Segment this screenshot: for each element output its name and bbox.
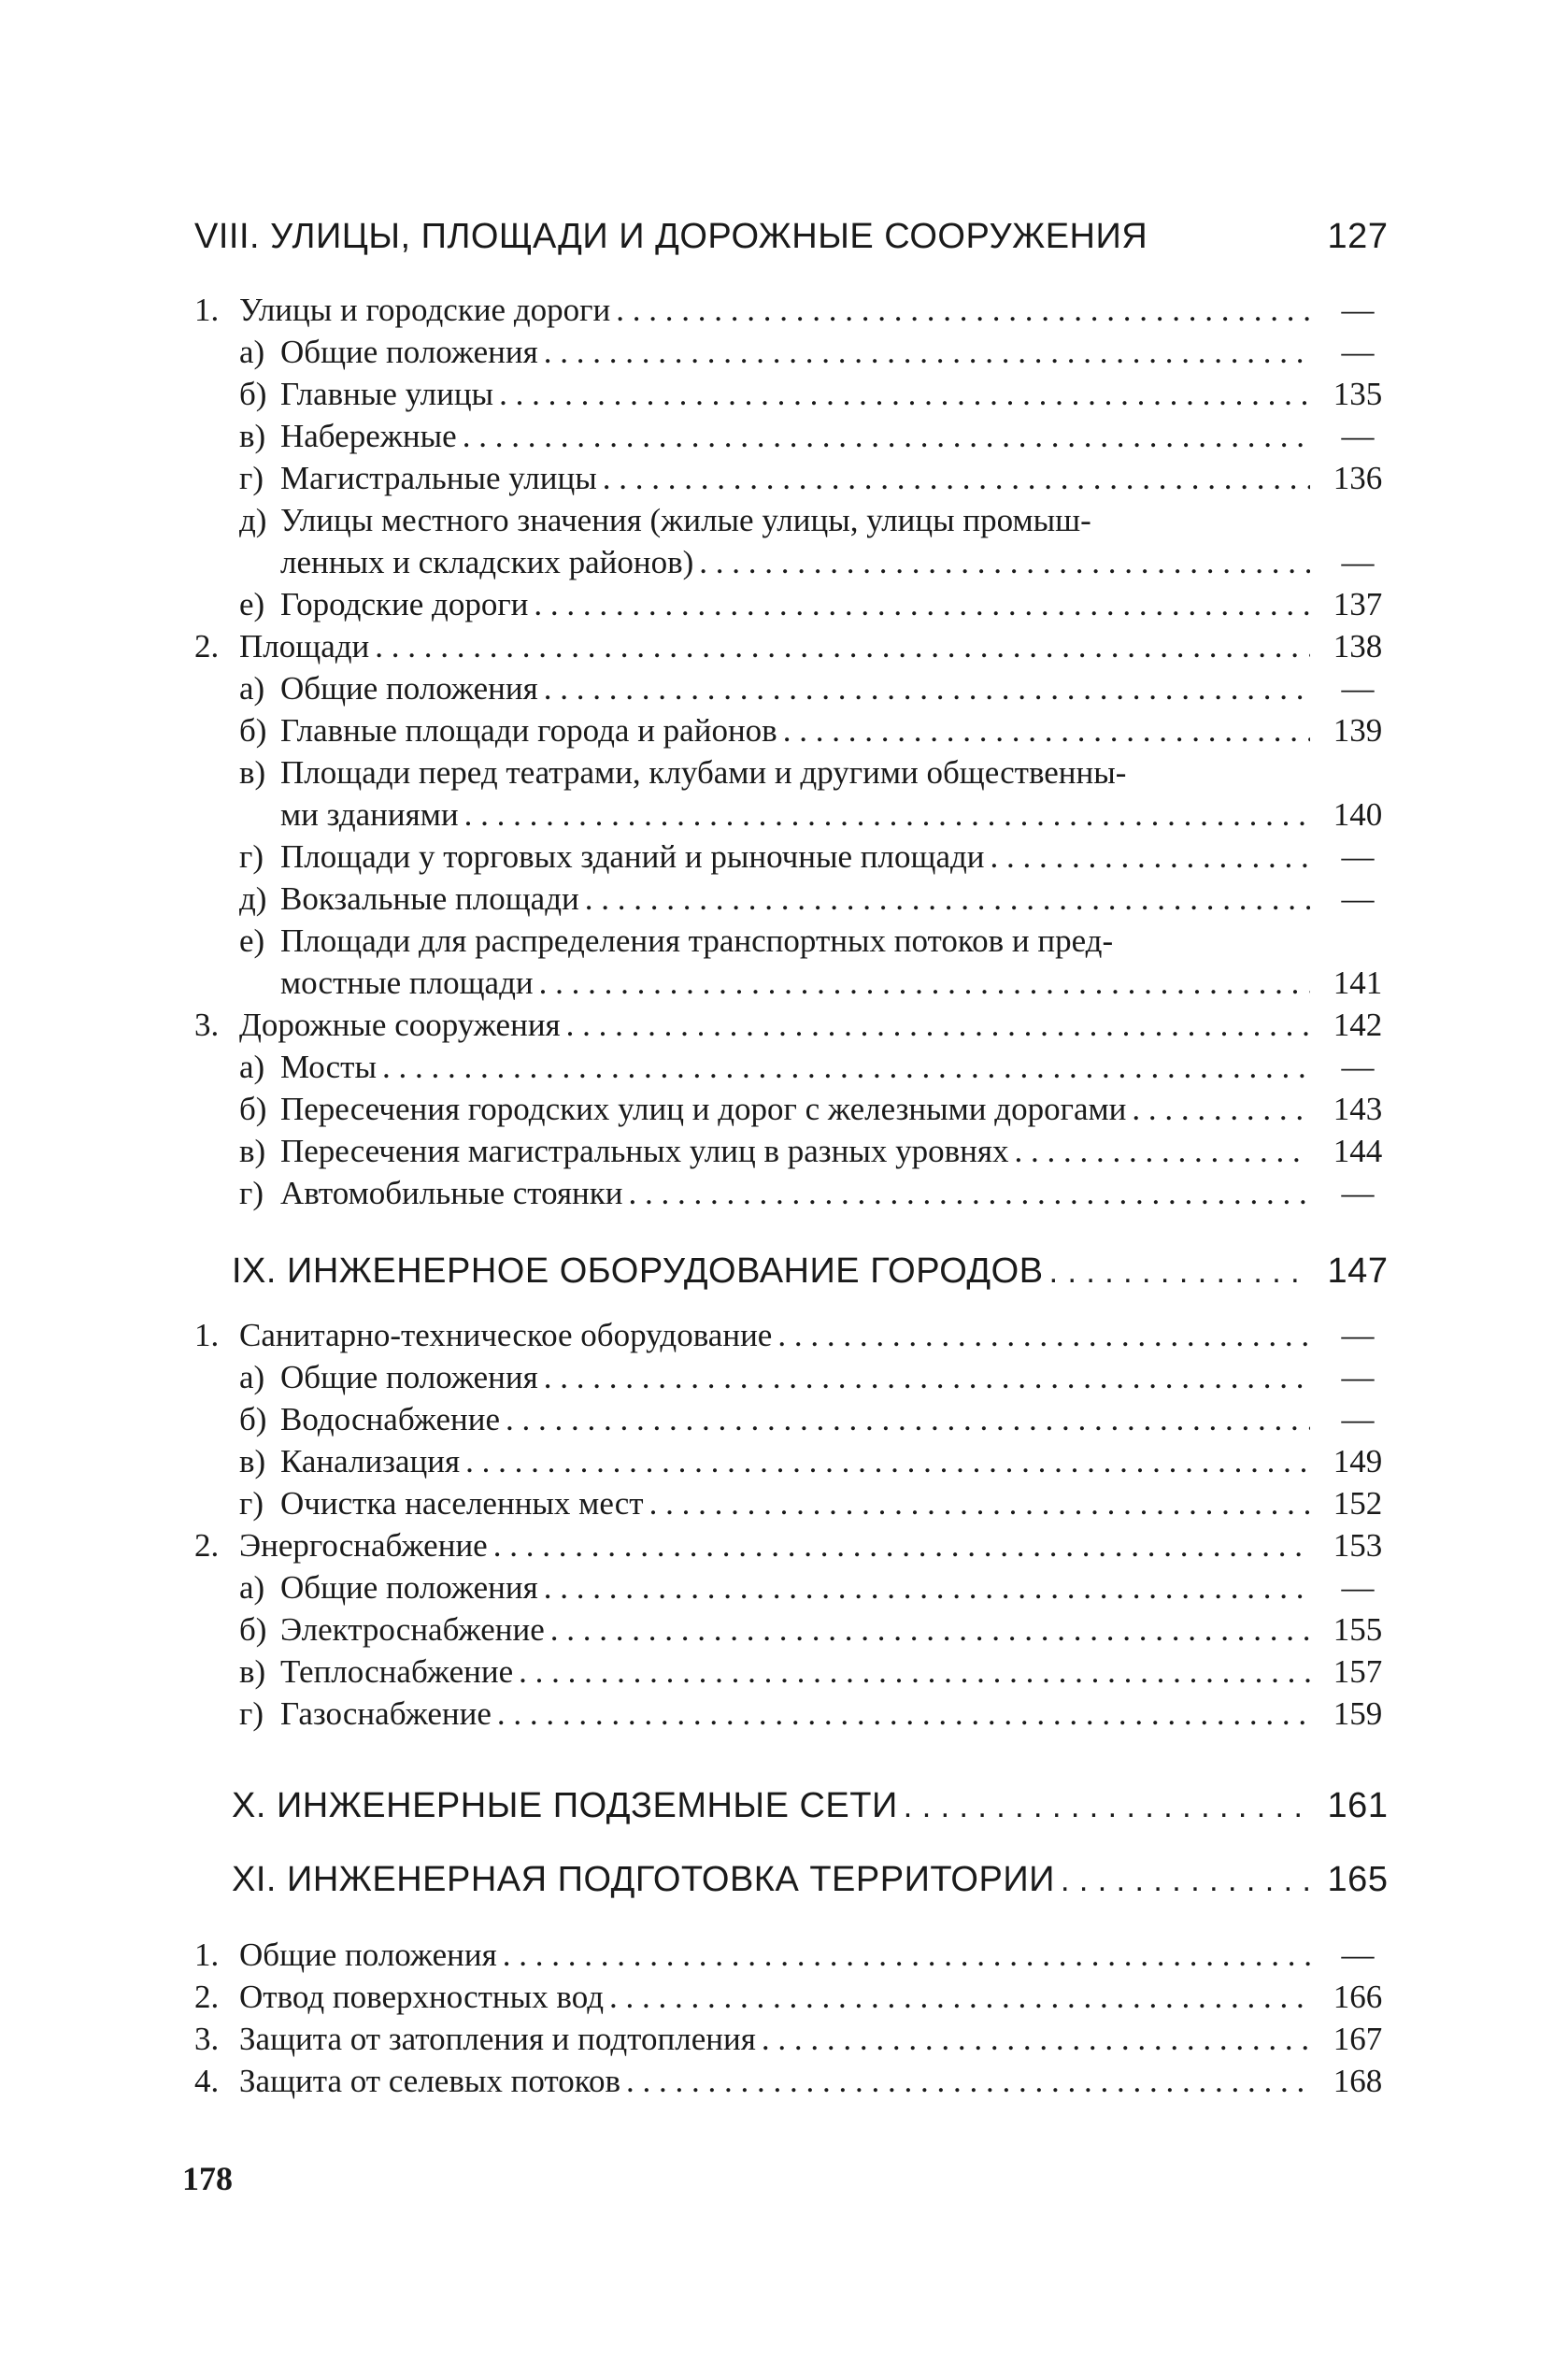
entry-letter: б): [239, 1091, 267, 1127]
leader-dots: [762, 2018, 1310, 2060]
entry-title: Площади: [239, 628, 370, 665]
leader-dots: [609, 1976, 1310, 2018]
entry-letter: д): [239, 880, 267, 917]
entry-letter: а): [239, 670, 265, 707]
leader-dots: [777, 1314, 1310, 1356]
entry-number: 1.: [194, 1317, 220, 1353]
chapter-title: IX. ИНЖЕНЕРНОЕ ОБОРУДОВАНИЕ ГОРОДОВ: [232, 1251, 1044, 1291]
toc-entry: [194, 289, 1400, 331]
page-number: [1316, 541, 1400, 583]
entry-letter: е): [239, 922, 265, 959]
entry-letter: в): [239, 1443, 266, 1480]
page-number: 152: [1333, 1485, 1383, 1522]
entry-letter: а): [239, 334, 265, 370]
toc-entry: [194, 1130, 1400, 1172]
page-number: [1316, 1172, 1400, 1214]
entry-title: Главные площади города и районов: [280, 712, 777, 749]
leader-dots: [1049, 1254, 1310, 1291]
leader-dots: [1061, 1863, 1310, 1899]
page-number: 137: [1333, 586, 1383, 622]
toc-entry: [194, 373, 1400, 415]
entry-letter: а): [239, 1049, 265, 1085]
page-number: 138: [1333, 628, 1383, 665]
toc-entry: [194, 1566, 1400, 1608]
entry-title: Общие положения: [280, 334, 538, 370]
toc-entry: [194, 1046, 1400, 1088]
page-number: [1316, 289, 1400, 331]
leader-dots: [539, 962, 1310, 1004]
page-number: 143: [1333, 1091, 1383, 1127]
page-number: 149: [1333, 1443, 1383, 1480]
page-number: 140: [1333, 796, 1383, 833]
page-number: 157: [1333, 1653, 1383, 1690]
leader-dots: [382, 1046, 1310, 1088]
chapter-heading: [194, 1860, 1400, 1900]
entry-title: Улицы и городские дороги: [239, 292, 611, 328]
entry-letter: в): [239, 1653, 266, 1690]
entry-title: Общие положения: [239, 1937, 497, 1973]
entry-title-line2: ленных и складских районов): [280, 544, 694, 580]
leader-dots: [544, 331, 1310, 373]
page-number: 165: [1327, 1860, 1389, 1899]
folio-page-number: 178: [182, 2160, 233, 2197]
entry-title: Теплоснабжение: [280, 1653, 514, 1690]
leader-dots: [493, 1524, 1310, 1566]
entry-title: Газоснабжение: [280, 1695, 492, 1732]
chapter-title: VIII. УЛИЦЫ, ПЛОЩАДИ И ДОРОЖНЫЕ СООРУЖЕНИЯ: [194, 217, 1148, 256]
page-number: [1316, 415, 1400, 457]
page-number: 159: [1333, 1695, 1383, 1732]
page-number: [1316, 667, 1400, 709]
page-number: [1316, 1398, 1400, 1440]
entry-title: Общие положения: [280, 670, 538, 707]
toc-entry: [194, 1398, 1400, 1440]
page-number: 147: [1327, 1251, 1389, 1291]
page-number: 136: [1333, 460, 1383, 496]
page-number: 139: [1333, 712, 1383, 749]
leader-dots: [629, 1172, 1310, 1214]
entry-title-line2: мостные площади: [280, 965, 534, 1001]
leader-dots: [991, 836, 1310, 878]
entry-title: Общие положения: [280, 1569, 538, 1606]
leader-dots: [464, 793, 1310, 836]
toc-entry: [194, 1651, 1400, 1693]
page-number: 167: [1333, 2021, 1383, 2057]
entry-title: Площади у торговых зданий и рыночные площади: [280, 838, 985, 875]
page-number: [1316, 1566, 1400, 1608]
leader-dots: [465, 1440, 1310, 1482]
leader-dots: [1014, 1130, 1310, 1172]
page-number: [1316, 1934, 1400, 1976]
toc-entry: [194, 1934, 1400, 1976]
toc-entry: [194, 2060, 1400, 2102]
leader-dots: [649, 1482, 1310, 1524]
page-number: [1316, 1046, 1400, 1088]
page-number: [1316, 331, 1400, 373]
entry-title: Очистка населенных мест: [280, 1485, 644, 1522]
toc-entry: [194, 1088, 1400, 1130]
entry-title: Канализация: [280, 1443, 461, 1480]
page-number: [1316, 1356, 1400, 1398]
table-of-contents: [194, 217, 1400, 2102]
entry-number: 1.: [194, 1937, 220, 1973]
toc-entry: [194, 457, 1400, 499]
toc-entry: [194, 1976, 1400, 2018]
toc-entry: [194, 1524, 1400, 1566]
chapter-title: X. ИНЖЕНЕРНЫЕ ПОДЗЕМНЫЕ СЕТИ: [232, 1786, 898, 1825]
entry-letter: б): [239, 376, 267, 412]
entry-title: Защита от затопления и подтопления: [239, 2021, 756, 2057]
entry-letter: б): [239, 712, 267, 749]
leader-dots: [585, 878, 1310, 920]
entry-title: Пересечения городских улиц и дорог с железными дорогами: [280, 1091, 1127, 1127]
toc-entry: [194, 1608, 1400, 1651]
toc-entry: [194, 1482, 1400, 1524]
page-number: 144: [1333, 1133, 1383, 1169]
toc-entry: [194, 709, 1400, 751]
page-number: 127: [1327, 217, 1389, 256]
entry-title-line1: Улицы местного значения (жилые улицы, улицы промыш-: [280, 502, 1091, 538]
entry-title-line2: ми зданиями: [280, 796, 459, 833]
toc-entry: [194, 625, 1400, 667]
leader-dots: [519, 1651, 1310, 1693]
chapter-title: XI. ИНЖЕНЕРНАЯ ПОДГОТОВКА ТЕРРИТОРИИ: [232, 1860, 1055, 1899]
leader-dots: [544, 1566, 1310, 1608]
toc-entry: [194, 1356, 1400, 1398]
entry-letter: б): [239, 1611, 267, 1648]
leader-dots: [699, 541, 1310, 583]
entry-letter: г): [239, 1485, 264, 1522]
entry-title: Вокзальные площади: [280, 880, 579, 917]
page-number: 161: [1327, 1786, 1389, 1825]
entry-letter: в): [239, 1133, 266, 1169]
entry-title: Автомобильные стоянки: [280, 1175, 623, 1211]
leader-dots: [626, 2060, 1310, 2102]
toc-entry: [194, 583, 1400, 625]
toc-entry: [194, 1693, 1400, 1735]
page-number: [1316, 1314, 1400, 1356]
page-number: [1316, 878, 1400, 920]
leader-dots: [497, 1693, 1310, 1735]
page-number: 153: [1333, 1527, 1383, 1564]
entry-letter: е): [239, 586, 265, 622]
page-number: 168: [1333, 2063, 1383, 2099]
page-number: 141: [1333, 965, 1383, 1001]
entry-title: Главные улицы: [280, 376, 494, 412]
entry-title: Дорожные сооружения: [239, 1007, 561, 1043]
entry-title: Пересечения магистральных улиц в разных уровнях: [280, 1133, 1009, 1169]
entry-letter: б): [239, 1401, 267, 1437]
toc-entry: [194, 2018, 1400, 2060]
leader-dots: [566, 1004, 1310, 1046]
entry-letter: г): [239, 838, 264, 875]
leader-dots: [503, 1934, 1310, 1976]
entry-title-line1: Площади для распределения транспортных потоков и пред-: [280, 922, 1114, 959]
entry-title: Отвод поверхностных вод: [239, 1979, 605, 2015]
entry-letter: в): [239, 754, 266, 791]
entry-title-line1: Площади перед театрами, клубами и другими общественны-: [280, 754, 1127, 791]
entry-number: 1.: [194, 292, 220, 328]
leader-dots: [375, 625, 1310, 667]
entry-letter: а): [239, 1569, 265, 1606]
entry-letter: г): [239, 1175, 264, 1211]
entry-title: Электроснабжение: [280, 1611, 545, 1648]
entry-title: Защита от селевых потоков: [239, 2063, 620, 2099]
toc-entry: [194, 920, 1400, 1004]
leader-dots: [534, 583, 1310, 625]
toc-entry: [194, 1172, 1400, 1214]
chapter-heading: [194, 217, 1400, 257]
entry-number: 4.: [194, 2063, 220, 2099]
entry-letter: г): [239, 1695, 264, 1732]
toc-entry: [194, 1004, 1400, 1046]
leader-dots: [1132, 1088, 1310, 1130]
entry-letter: в): [239, 418, 266, 454]
leader-dots: [550, 1608, 1310, 1651]
toc-entry: [194, 499, 1400, 583]
toc-entry: [194, 1440, 1400, 1482]
leader-dots: [463, 415, 1310, 457]
leader-dots: [783, 709, 1310, 751]
page-number: [1316, 836, 1400, 878]
leader-dots: [616, 289, 1310, 331]
entry-letter: а): [239, 1359, 265, 1395]
entry-title: Городские дороги: [280, 586, 529, 622]
toc-entry: [194, 1314, 1400, 1356]
leader-dots: [544, 667, 1310, 709]
entry-letter: д): [239, 502, 267, 538]
toc-entry: [194, 667, 1400, 709]
toc-entry: [194, 751, 1400, 836]
page-number: 155: [1333, 1611, 1383, 1648]
leader-dots: [499, 373, 1310, 415]
toc-entry: [194, 331, 1400, 373]
leader-dots: [904, 1789, 1310, 1825]
entry-number: 2.: [194, 628, 220, 665]
entry-number: 2.: [194, 1527, 220, 1564]
leader-dots: [506, 1398, 1310, 1440]
entry-title: Мосты: [280, 1049, 377, 1085]
toc-entry: [194, 878, 1400, 920]
page-number: 142: [1333, 1007, 1383, 1043]
entry-number: 3.: [194, 1007, 220, 1043]
chapter-heading: [194, 1251, 1400, 1292]
entry-number: 2.: [194, 1979, 220, 2015]
page-number: 166: [1333, 1979, 1383, 2015]
entry-title: Магистральные улицы: [280, 460, 597, 496]
entry-title: Общие положения: [280, 1359, 538, 1395]
entry-title: Водоснабжение: [280, 1401, 501, 1437]
toc-entry: [194, 836, 1400, 878]
toc-entry: [194, 415, 1400, 457]
page-number: 135: [1333, 376, 1383, 412]
entry-title: Набережные: [280, 418, 457, 454]
entry-number: 3.: [194, 2021, 220, 2057]
entry-title: Санитарно-техническое оборудование: [239, 1317, 773, 1353]
entry-letter: г): [239, 460, 264, 496]
entry-title: Энергоснабжение: [239, 1527, 488, 1564]
chapter-heading: [194, 1786, 1400, 1826]
leader-dots: [544, 1356, 1310, 1398]
leader-dots: [603, 457, 1310, 499]
